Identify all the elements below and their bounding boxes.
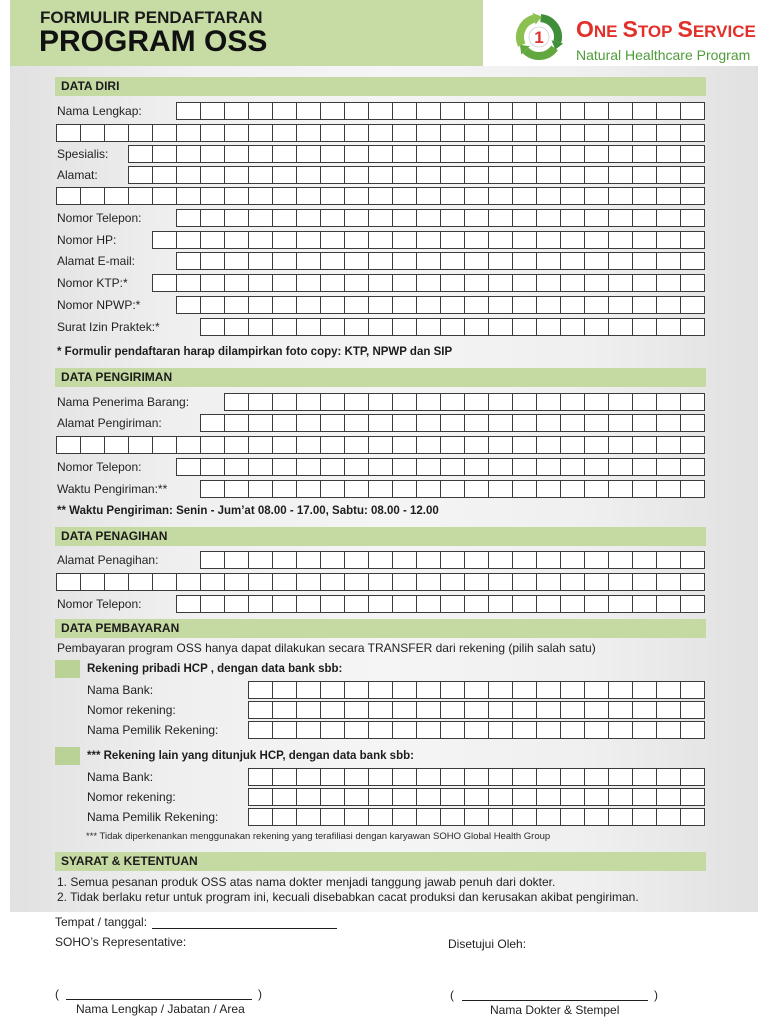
brand-word: SERVICE xyxy=(677,16,756,42)
nomor-rekening-label: Nomor rekening: xyxy=(87,790,176,804)
alamat-pengiriman-field[interactable] xyxy=(200,414,705,432)
section-title: DATA DIRI xyxy=(61,79,120,93)
representative-signature-line[interactable] xyxy=(66,999,252,1000)
alamat-email-label: Alamat E-mail: xyxy=(57,254,136,268)
nama-bank-label: Nama Bank: xyxy=(87,770,154,784)
nomor-telepon-field[interactable] xyxy=(176,209,705,227)
section-header-data-penagihan xyxy=(55,527,706,546)
alamat-penagihan-field-line-2[interactable] xyxy=(56,573,705,591)
nomor-npwp-label: Nomor NPWP:* xyxy=(57,298,141,312)
close-paren: ) xyxy=(654,988,658,1002)
section-header-data-diri xyxy=(55,77,706,96)
alamat-label: Alamat: xyxy=(57,168,98,182)
alamat-penagihan-field[interactable] xyxy=(200,551,705,569)
open-paren: ( xyxy=(55,987,59,1001)
option-rekening-lain-checkbox[interactable] xyxy=(55,747,80,765)
waktu-pengiriman-field[interactable] xyxy=(200,480,705,498)
doctor-signature-line[interactable] xyxy=(462,1000,648,1001)
nama-pemilik-rekening-label: Nama Pemilik Rekening: xyxy=(87,810,219,824)
section-title: DATA PENGIRIMAN xyxy=(61,370,173,384)
syarat-item: 2. Tidak berlaku retur untuk program ini, kecuali disebabkan cacat produksi dan kerusakan akibat pengiriman. xyxy=(57,890,639,904)
option-rekening-pribadi-checkbox[interactable] xyxy=(55,660,80,678)
nomor-ktp-field[interactable] xyxy=(152,274,705,292)
nama-pemilik-rekening-field[interactable] xyxy=(248,808,705,826)
representative-caption: Nama Lengkap / Jabatan / Area xyxy=(76,1002,245,1016)
brand-tagline: Natural Healthcare Program xyxy=(576,47,751,63)
spesialis-field[interactable] xyxy=(128,145,705,163)
recycle-arrow-icon xyxy=(526,48,555,56)
nomor-hp-field[interactable] xyxy=(152,231,705,249)
section-title: DATA PENAGIHAN xyxy=(61,529,168,543)
header-band xyxy=(10,0,483,66)
brand-word: STOP xyxy=(622,16,673,42)
form-subtitle: FORMULIR PENDAFTARAN xyxy=(40,8,263,27)
badge-number: 1 xyxy=(534,28,544,47)
alamat-pengiriman-label: Alamat Pengiriman: xyxy=(57,416,162,430)
section-header-syarat-ketentuan xyxy=(55,852,706,871)
brand-name xyxy=(576,15,756,43)
nama-lengkap-field-line-2[interactable] xyxy=(56,124,705,142)
spesialis-label: Spesialis: xyxy=(57,147,109,161)
pembayaran-intro: Pembayaran program OSS hanya dapat dilakukan secara TRANSFER dari rekening (pilih salah satu) xyxy=(57,641,596,655)
surat-izin-praktek-field[interactable] xyxy=(200,318,705,336)
pengiriman-nomor-telepon-field[interactable] xyxy=(176,458,705,476)
nomor-telepon-label: Nomor Telepon: xyxy=(57,211,142,225)
penagihan-nomor-telepon-label: Nomor Telepon: xyxy=(57,597,142,611)
form-title: PROGRAM OSS xyxy=(39,25,268,58)
nama-pemilik-rekening-label: Nama Pemilik Rekening: xyxy=(87,723,219,737)
option-rekening-pribadi-label: Rekening pribadi HCP , dengan data bank sbb: xyxy=(87,663,343,675)
section-header-data-pengiriman xyxy=(55,368,706,387)
close-paren: ) xyxy=(258,987,262,1001)
nomor-npwp-field[interactable] xyxy=(176,296,705,314)
nama-penerima-barang-label: Nama Penerima Barang: xyxy=(57,395,190,409)
nama-bank-field[interactable] xyxy=(248,681,705,699)
nama-bank-field[interactable] xyxy=(248,768,705,786)
brand-word: ONE xyxy=(576,16,618,42)
data-pengiriman-note: ** Waktu Pengiriman: Senin - Jum’at 08.00 - 17.00, Sabtu: 08.00 - 12.00 xyxy=(57,505,439,517)
nama-lengkap-label: Nama Lengkap: xyxy=(57,104,142,118)
open-paren: ( xyxy=(450,988,454,1002)
syarat-item: 1. Semua pesanan produk OSS atas nama dokter menjadi tanggung jawab penuh dari dokter. xyxy=(57,875,556,889)
doctor-caption: Nama Dokter & Stempel xyxy=(490,1003,620,1017)
nomor-rekening-label: Nomor rekening: xyxy=(87,703,176,717)
alamat-penagihan-label: Alamat Penagihan: xyxy=(57,553,159,567)
alamat-email-field[interactable] xyxy=(176,252,705,270)
waktu-pengiriman-label: Waktu Pengiriman:** xyxy=(57,482,168,496)
alamat-pengiriman-field-line-2[interactable] xyxy=(56,436,705,454)
nomor-ktp-label: Nomor KTP:* xyxy=(57,276,128,290)
pembayaran-note: *** Tidak diperkenankan menggunakan rekening yang terafiliasi dengan karyawan SOHO Global Health Group xyxy=(86,831,551,842)
data-diri-note: * Formulir pendaftaran harap dilampirkan foto copy: KTP, NPWP dan SIP xyxy=(57,346,453,358)
disetujui-oleh-label: Disetujui Oleh: xyxy=(448,937,527,951)
surat-izin-praktek-label: Surat Izin Praktek:* xyxy=(57,320,160,334)
option-rekening-lain-label: *** Rekening lain yang ditunjuk HCP, dengan data bank sbb: xyxy=(87,750,414,762)
alamat-field[interactable] xyxy=(128,166,705,184)
nomor-hp-label: Nomor HP: xyxy=(57,233,117,247)
section-header-data-pembayaran xyxy=(55,619,706,638)
recycle-logo-icon xyxy=(507,7,571,63)
alamat-field-line-2[interactable] xyxy=(56,187,705,205)
nama-penerima-barang-field[interactable] xyxy=(224,393,705,411)
nama-bank-label: Nama Bank: xyxy=(87,683,154,697)
nomor-rekening-field[interactable] xyxy=(248,701,705,719)
nama-lengkap-field[interactable] xyxy=(176,102,705,120)
nomor-rekening-field[interactable] xyxy=(248,788,705,806)
nama-pemilik-rekening-field[interactable] xyxy=(248,721,705,739)
penagihan-nomor-telepon-field[interactable] xyxy=(176,595,705,613)
tempat-tanggal-label: Tempat / tanggal: xyxy=(55,915,148,929)
section-title: SYARAT & KETENTUAN xyxy=(61,854,198,868)
soho-representative-label: SOHO’s Representative: xyxy=(55,935,187,949)
tempat-tanggal-line[interactable] xyxy=(152,928,337,929)
section-title: DATA PEMBAYARAN xyxy=(61,621,180,635)
pengiriman-nomor-telepon-label: Nomor Telepon: xyxy=(57,460,142,474)
